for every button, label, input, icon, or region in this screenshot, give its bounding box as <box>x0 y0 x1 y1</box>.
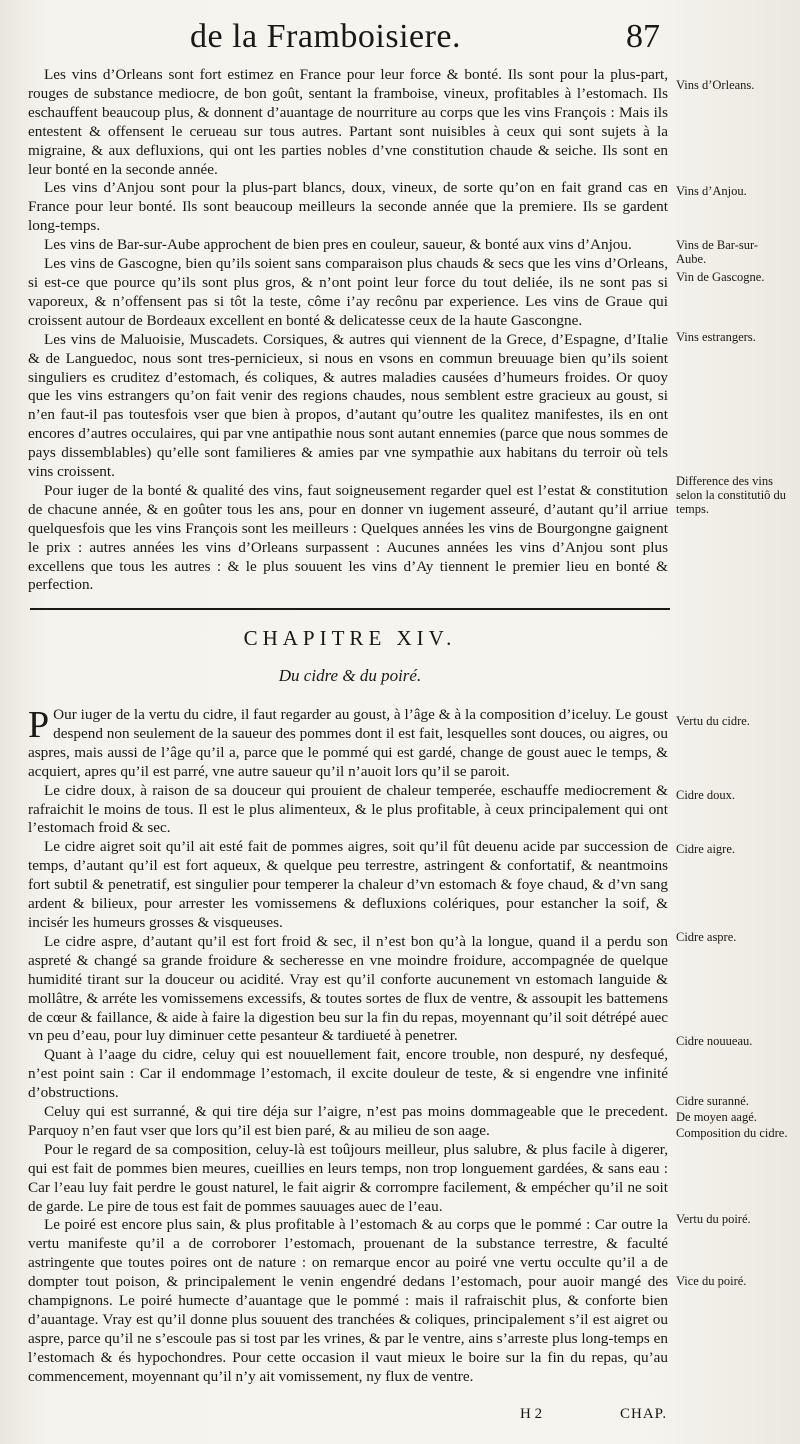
margin-note: Vins estrangers. <box>676 330 756 344</box>
running-head <box>180 18 660 68</box>
margin-note: Vice du poiré. <box>676 1274 747 1288</box>
margin-note: Vertu du poiré. <box>676 1212 751 1226</box>
paragraph-sweet-cider: Le cidre doux, à raison de sa douceur qui prouient de chaleur temperée, eschauffe mediocrement & rafraichit le moins de tous. Il est le plus alimenteux, & le plus profitable, à ceux principalement qui ont l’estomach froid & sec. <box>28 781 668 837</box>
margin-note: Cidre aspre. <box>676 930 737 944</box>
text-block-wines <box>28 66 668 595</box>
margin-note: Composition du cidre. <box>676 1126 788 1140</box>
paragraph-old-cider: Celuy qui est surranné, & qui tire déja sur l’aigre, n’est pas moins dommageable que le precedent. Parquoy n’en faut vser que lors qu’il est bien paré, & au milieu de son aage. <box>28 1103 668 1139</box>
margin-note: Cidre suranné. <box>676 1094 749 1108</box>
paragraph-gascogne: Les vins de Gascogne, bien qu’ils soient sans comparaison plus chauds & secs que les vins d’Orleans, si est-ce que pource qu’ils sont plus gros, & n’ont point leur force du tout deliée, ils ne sont pas si vaporeux, & n’offensent pas si tôt la teste, côme i’ay recônu par experience. Les vins de Graue qui croissent autour de Bordeaux excellent en bonté & delicatesse ceux de la haute Gascongne. <box>28 255 668 329</box>
paragraph-bar-sur-aube: Les vins de Bar-sur-Aube approchent de bien pres en couleur, saueur, & bonté aux vins d’Anjou. <box>44 236 632 254</box>
running-title: de la Framboisiere. <box>190 18 462 55</box>
margin-note: Cidre nouueau. <box>676 1034 753 1048</box>
paragraph-perry: Le poiré est encore plus sain, & plus profitable à l’estomach & au corps que le pommé : Car outre la vertu manifeste qu’il a de corroborer l’estomach, prouenant de la substance terrestre, & faculté astringente que toutes poires ont de nature : on remarque encor au poiré vne vertu occulte qu’il a de dompter tout poison, & principalement le venin engendré dedans l’estomach, pour auoir mangé des champignons. Le poiré humecte d’auantage que le pommé : mais il rafraischit plus, & conforte bien d’auantage. Vray est qu’il donne plus souuent des tranchées & coliques, principalement s’il est aigret ou aspre, parce qu’il ne s’escoule pas si tost par les vrines, & par le ventre, ains s’arreste plus long-temps en l’estomach & és hypochondres. Pour cette occasion il vaut mieux le boire sur la fin du repas, qu’au commencement, moyennant qu’il n’y ait vomissement, ny flux de ventre. <box>28 1216 668 1385</box>
paragraph-cider-virtue <box>28 706 668 782</box>
paragraph-new-cider: Quant à l’aage du cidre, celuy qui est nouuellement fait, encore trouble, non despuré, ny desfequé, n’est point sain : Car il endommage l’estomach, il excite douleur de teste, & si engendre vne infinité d’obstructions. <box>28 1046 668 1102</box>
margin-note: Vins de Bar-sur-Aube. <box>676 238 759 266</box>
chapter-subtitle: Du cidre & du poiré. <box>278 666 422 685</box>
page-number: 87 <box>626 18 660 55</box>
margin-note: De moyen aagé. <box>676 1110 757 1124</box>
margin-note: Vins d’Orleans. <box>676 78 755 92</box>
margin-note: Vertu du cidre. <box>676 714 750 728</box>
drop-cap: P <box>28 704 50 746</box>
section-divider <box>30 608 670 610</box>
paragraph-sour-cider: Le cidre aigret soit qu’il ait esté fait de pommes aigres, soit qu’il fût deuenu acide par succession de temps, d’autant qu’il est fort aqueux, & quelque peu terrestre, astringent & confortatif, & neantmoins fort subtil & penetratif, est singulier pour temperer la chaleur d’vn estomach & foye chaud, & d’vn sang ardent & bilieux, pour arrester les vomissemens & defluxions colériques, pour estancher la soif, & incisér les humeurs grosses & visqueuses. <box>28 838 668 931</box>
margin-note: Cidre aigre. <box>676 842 736 856</box>
page-footer <box>0 1406 800 1430</box>
margin-note: Cidre doux. <box>676 788 736 802</box>
paragraph-composition: Pour le regard de sa composition, celuy-là est toûjours meilleur, plus salubre, & plus facile à digerer, qui est fait de pommes bien meures, cueillies en leurs temps, non trop longuement gardées, & sans eau : Car l’eau luy fait perdre le goust naturel, le fait aigrir & corrompre facilement, & empécher qu’il ne soit de garde. Le pire de tous est fait de pommes sauuages auec de l’eau. <box>28 1140 668 1215</box>
paragraph-wine-quality: Pour iuger de la bonté & qualité des vins, faut soigneusement regarder quel est l’estat & constitution de chacune année, & en goûter tous les ans, pour en donner vn iugement asseuré, d’autant qu’il arriue quelquesfois que les vins François sont les meilleurs : Quelques années les vins de Bourgongne gaignent le prix : autres années les vins d’Orleans surpassent : Aucunes années les vins d’Anjou sont plus excellens que tous les autres : & le plus souuent les vins d’Ay tiennent le premier lieu en bonté & perfection. <box>28 481 668 594</box>
text-block-cider <box>28 706 668 1387</box>
margin-note: Vins d’Anjou. <box>676 184 747 198</box>
paragraph-harsh-cider: Le cidre aspre, d’autant qu’il est fort froid & sec, il n’est bon qu’à la longue, quand il a perdu son aspreté & changé sa grande froidure & secheresse en vne moindre froidure, accompagnée de quelque humidité tirant sur la douceur ou acidité. Vray est qu’il conforte aucunement vn estomach languide & mollâtre, & arréte les vomissemens excessifs, & toutes sortes de flux de ventre, & assoupit les battemens de cœur & faillance, & aide à faire la digestion beu sur la fin du repas, moyennant qu’il soit détrépé auec vn peu d’eau, pour luy diminuer cette pesanteur & tardiueté à penetrer. <box>28 932 668 1045</box>
margin-note: Vin de Gascogne. <box>676 270 765 284</box>
margin-note: Difference des vins selon la constitutiô du temps. <box>676 474 787 516</box>
paragraph-orleans: Les vins d’Orleans sont fort estimez en France pour leur force & bonté. Ils sont pour la plus-part, rouges de substance mediocre, de bon goût, sentant la framboise, vineux, profitables à l’estomach. Ils eschauffent beaucoup plus, & donnent d’auantage de nourriture au corps que les vins François : Mais ils entestent & offensent le cerueau sur tous autres. Partant sont nuisibles à ceux qui sont sujets à la migraine, & aux defluxions, qui ont les parties nobles d’vne constitution chaude & seiche. Ils sont en leur bonté en la seconde année. <box>28 66 668 178</box>
chapter-heading: CHAPITRE XIV. <box>243 626 457 650</box>
catchword: CHAP. <box>620 1406 668 1422</box>
paragraph-foreign-wines: Les vins de Maluoisie, Muscadets. Corsiques, & autres qui viennent de la Grece, d’Espagne, d’Italie & de Languedoc, nous sont tres-pernicieux, si nous en vsons en commun breuuage bien qu’ils soient singuliers es cruditez d’estomach, és coliques, & autres maladies causées d’humeurs froides. Or quoy que les vins estrangers qu’on fait venir des regions chaudes, nous semblent estre gracieux au goust, si n’en faut-il pas toutesfois vser que bien à propos, d’autant qu’outre les qualitez manifestes, ils en ont encores d’autres occulaires, qui par vne antipathie nous sont autant ennemies (parce que nous sommes de pays dissemblables) qu’elle sont familieres & amies par vne sympathie aux habitans du terroir où tels vins croissent. <box>28 330 668 481</box>
signature-mark: H 2 <box>520 1406 543 1422</box>
paragraph-anjou: Les vins d’Anjou sont pour la plus-part blancs, doux, vineux, de sorte qu’on en fait grand cas en France pour leur bonté. Ils sont beaucoup meilleurs la seconde année que la premiere. Ils se gardent long-temps. <box>28 179 668 235</box>
paragraph-cider-virtue-text: Our iuger de la vertu du cidre, il faut regarder au goust, à l’âge & à la composition d’iceluy. Le goust despend non seulement de la saueur des pommes dont il est fait, lesquelles sont douces, ou aigres, ou aspres, mais aussi de l’âge qu’il a, parce que le pommé qui est gardé, change de goust auec le temps, & acquiert, apres qu’il est parré, vne autre saueur qu’il n’auoit lors qu’il se paroit. <box>28 706 668 780</box>
